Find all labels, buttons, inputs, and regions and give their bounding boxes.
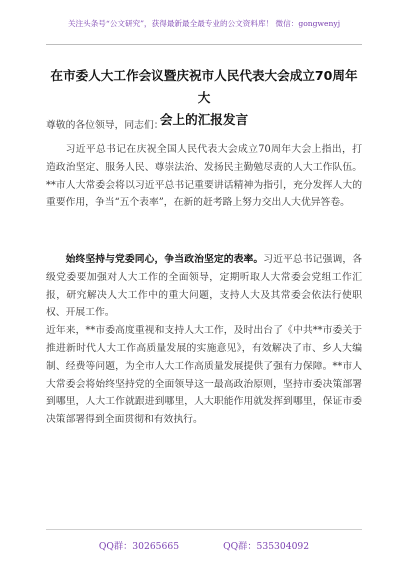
footer-divider [46,529,362,530]
paragraph-2-body: 习近平总书记强调，各级党委要加强对人大工作的全面领导，定期听取人大常委会党组工作汇报，研究解决人大工作中的重大问题，支持人大及其常委会依法行使职权、开展工作。 近年来，**市委高度重视和支持人大工作，及时出台了《中共**市委关于推进新时代人大工作高质量发展的实施意见》，有效解决了市、乡人大编制、经费等问题，为全市人大工作高质量发展提供了强有力保障。**市人大常委会将始终坚持党的全面领导这一最高政治原则，坚持市委决策部署到哪里，人大工作就跟进到哪里，人大职能作用就发挥到哪里，保证市委决策部署得到全面贯彻和有效执行。 [46,254,363,426]
paragraph-2-heading: 始终坚持与党委同心，争当政治坚定的表率。 [65,254,264,265]
title-line-2: 会上的汇报发言 [159,112,249,127]
salutation: 尊敬的各位领导，同志们： [46,120,164,131]
title-line-1: 在市委人大工作会议暨庆祝市人民代表大会成立70周年大 [50,68,358,105]
footer-qq-group-1: QQ群：30265665 [98,541,180,552]
paragraph-1: 习近平总书记在庆祝全国人民代表大会成立70周年大会上指出，打造政治坚定、服务人民、尊崇法治、发扬民主勤勉尽责的人大工作队伍。**市人大常委会将以习近平总书记重要讲话精神为指引，充分发挥人大的重要作用，争当“五个表率”，在新的赶考路上努力交出人大优异答卷。 [46,144,362,209]
header-divider [46,44,362,45]
header-note: 关注头条号“公文研究”，获得最新最全最专业的公文资料库！ 微信：gongwenyj [67,19,341,28]
footer [46,538,362,552]
paragraph-2 [46,251,362,429]
footer-qq-group-2: QQ群：535304092 [223,541,310,552]
